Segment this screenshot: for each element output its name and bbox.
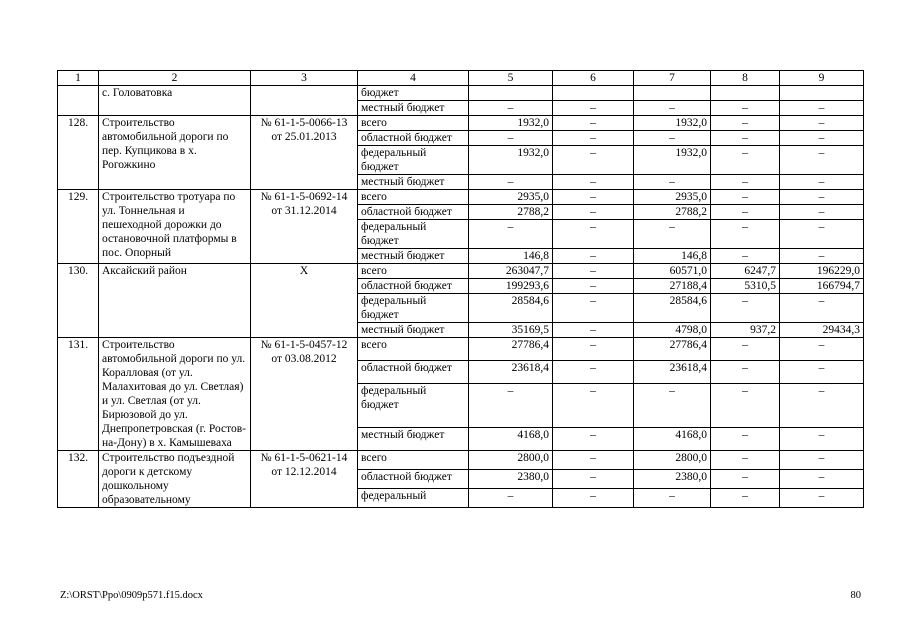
value-cell-col7: – — [634, 175, 711, 190]
funding-source: всего — [358, 451, 469, 470]
value-cell-col9: – — [780, 489, 864, 508]
item-number: 132. — [58, 451, 99, 508]
table-body — [58, 86, 864, 508]
item-document: № 61-1-5-0457-12 от 03.08.2012 — [251, 338, 358, 451]
value-cell-col8 — [711, 86, 780, 101]
value-cell-col9: – — [780, 338, 864, 361]
item-number: 130. — [58, 264, 99, 338]
value-cell-col7: 1932,0 — [634, 146, 711, 175]
funding-source: всего — [358, 338, 469, 361]
value-cell-col8: 5310,5 — [711, 279, 780, 294]
value-cell-col5: – — [469, 101, 553, 116]
value-cell-col5: – — [469, 220, 553, 249]
value-cell-col8: – — [711, 190, 780, 205]
value-cell-col6: – — [553, 470, 634, 489]
value-cell-col9: 196229,0 — [780, 264, 864, 279]
value-cell-col9: 29434,3 — [780, 323, 864, 338]
funding-source: областной бюджет — [358, 360, 469, 383]
value-cell-col7: 4168,0 — [634, 428, 711, 451]
funding-source: областной бюджет — [358, 205, 469, 220]
value-cell-col7: 23618,4 — [634, 360, 711, 383]
value-cell-col6: – — [553, 146, 634, 175]
value-cell-col7: 2380,0 — [634, 470, 711, 489]
value-cell-col6: – — [553, 360, 634, 383]
table-row — [58, 116, 864, 131]
funding-source: федеральный бюджет — [358, 220, 469, 249]
value-cell-col7: – — [634, 131, 711, 146]
value-cell-col5: 2800,0 — [469, 451, 553, 470]
funding-source: местный бюджет — [358, 249, 469, 264]
item-document: № 61-1-5-0621-14 от 12.12.2014 — [251, 451, 358, 508]
table-row — [58, 264, 864, 279]
table-row — [58, 86, 864, 101]
value-cell-col5: 199293,6 — [469, 279, 553, 294]
value-cell-col7: 27188,4 — [634, 279, 711, 294]
funding-source: областной бюджет — [358, 131, 469, 146]
value-cell-col9: – — [780, 146, 864, 175]
value-cell-col5: – — [469, 175, 553, 190]
funding-source: федеральный бюджет — [358, 146, 469, 175]
funding-source: местный бюджет — [358, 323, 469, 338]
value-cell-col9: – — [780, 428, 864, 451]
value-cell-col6: – — [553, 131, 634, 146]
value-cell-col7: – — [634, 383, 711, 427]
value-cell-col8: 6247,7 — [711, 264, 780, 279]
value-cell-col7: – — [634, 101, 711, 116]
item-document — [251, 86, 358, 116]
value-cell-col5: 2380,0 — [469, 470, 553, 489]
value-cell-col5: 27786,4 — [469, 338, 553, 361]
header-cell: 4 — [358, 71, 469, 86]
item-number: 128. — [58, 116, 99, 190]
header-cell: 6 — [553, 71, 634, 86]
value-cell-col6: – — [553, 220, 634, 249]
value-cell-col8: – — [711, 101, 780, 116]
value-cell-col5: 2788,2 — [469, 205, 553, 220]
value-cell-col9: – — [780, 190, 864, 205]
item-name: Строительство автомобильной дороги по ул. Коралловая (от ул. Малахитовая до ул. Светлая) и ул. Светлая (от ул. Бирюзовой до ул. Днепропетровская (г. Ростов-на-Дону) в х. Камышеваха — [99, 338, 251, 451]
item-document: № 61-1-5-0066-13 от 25.01.2013 — [251, 116, 358, 190]
footer-file-path: Z:\ORST\Ppo\0909p571.f15.docx — [60, 590, 203, 601]
value-cell-col6: – — [553, 190, 634, 205]
value-cell-col8: – — [711, 220, 780, 249]
header-cell: 2 — [99, 71, 251, 86]
value-cell-col6: – — [553, 249, 634, 264]
value-cell-col5: 28584,6 — [469, 294, 553, 323]
header-cell: 9 — [780, 71, 864, 86]
value-cell-col5: 2935,0 — [469, 190, 553, 205]
value-cell-col6: – — [553, 116, 634, 131]
value-cell-col9: – — [780, 205, 864, 220]
value-cell-col9: – — [780, 360, 864, 383]
value-cell-col9 — [780, 86, 864, 101]
value-cell-col9: – — [780, 116, 864, 131]
header-cell: 7 — [634, 71, 711, 86]
value-cell-col5: – — [469, 131, 553, 146]
value-cell-col6: – — [553, 323, 634, 338]
value-cell-col9: – — [780, 383, 864, 427]
header-cell: 1 — [58, 71, 99, 86]
value-cell-col7: 28584,6 — [634, 294, 711, 323]
value-cell-col9: – — [780, 294, 864, 323]
value-cell-col8: – — [711, 146, 780, 175]
value-cell-col6: – — [553, 264, 634, 279]
value-cell-col5: 1932,0 — [469, 116, 553, 131]
value-cell-col6: – — [553, 383, 634, 427]
value-cell-col9: 166794,7 — [780, 279, 864, 294]
value-cell-col5: – — [469, 383, 553, 427]
value-cell-col6: – — [553, 428, 634, 451]
value-cell-col8: – — [711, 383, 780, 427]
table-row — [58, 338, 864, 361]
value-cell-col8: 937,2 — [711, 323, 780, 338]
table-row — [58, 190, 864, 205]
value-cell-col6 — [553, 86, 634, 101]
value-cell-col6: – — [553, 279, 634, 294]
funding-source: областной бюджет — [358, 470, 469, 489]
funding-source: всего — [358, 264, 469, 279]
funding-source: областной бюджет — [358, 279, 469, 294]
value-cell-col9: – — [780, 131, 864, 146]
value-cell-col8: – — [711, 294, 780, 323]
header-cell: 5 — [469, 71, 553, 86]
funding-source: федеральный бюджет — [358, 383, 469, 427]
value-cell-col7 — [634, 86, 711, 101]
value-cell-col8: – — [711, 116, 780, 131]
value-cell-col8: – — [711, 360, 780, 383]
item-number — [58, 86, 99, 116]
value-cell-col5: 146,8 — [469, 249, 553, 264]
value-cell-col7: 27786,4 — [634, 338, 711, 361]
value-cell-col9: – — [780, 175, 864, 190]
value-cell-col7: – — [634, 489, 711, 508]
funding-source: местный бюджет — [358, 101, 469, 116]
item-name: Строительство тротуара по ул. Тоннельная и пешеходной дорожки до остановочной платформы в пос. Опорный — [99, 190, 251, 264]
item-number: 131. — [58, 338, 99, 451]
value-cell-col6: – — [553, 451, 634, 470]
header-row — [58, 71, 864, 86]
item-document: X — [251, 264, 358, 338]
value-cell-col6: – — [553, 489, 634, 508]
value-cell-col5 — [469, 86, 553, 101]
funding-source: всего — [358, 190, 469, 205]
value-cell-col8: – — [711, 175, 780, 190]
header-cell: 8 — [711, 71, 780, 86]
value-cell-col6: – — [553, 205, 634, 220]
value-cell-col9: – — [780, 451, 864, 470]
value-cell-col9: – — [780, 249, 864, 264]
value-cell-col7: 146,8 — [634, 249, 711, 264]
funding-source: федеральный — [358, 489, 469, 508]
page-number: 80 — [850, 590, 861, 601]
value-cell-col5: 4168,0 — [469, 428, 553, 451]
value-cell-col9: – — [780, 220, 864, 249]
value-cell-col7: 60571,0 — [634, 264, 711, 279]
funding-source: местный бюджет — [358, 428, 469, 451]
item-name: Строительство подъездной дороги к детскому дошкольному образовательному — [99, 451, 251, 508]
value-cell-col8: – — [711, 205, 780, 220]
value-cell-col8: – — [711, 451, 780, 470]
value-cell-col7: 2788,2 — [634, 205, 711, 220]
value-cell-col8: – — [711, 470, 780, 489]
value-cell-col6: – — [553, 338, 634, 361]
value-cell-col8: – — [711, 428, 780, 451]
value-cell-col6: – — [553, 101, 634, 116]
item-name: Строительство автомобильной дороги по пер. Купцикова в х. Рогожкино — [99, 116, 251, 190]
budget-table — [57, 70, 864, 508]
value-cell-col7: 1932,0 — [634, 116, 711, 131]
value-cell-col7: 2800,0 — [634, 451, 711, 470]
funding-source: местный бюджет — [358, 175, 469, 190]
value-cell-col5: 35169,5 — [469, 323, 553, 338]
value-cell-col5: – — [469, 489, 553, 508]
item-document: № 61-1-5-0692-14 от 31.12.2014 — [251, 190, 358, 264]
funding-source: всего — [358, 116, 469, 131]
value-cell-col7: 4798,0 — [634, 323, 711, 338]
item-number: 129. — [58, 190, 99, 264]
value-cell-col8: – — [711, 131, 780, 146]
value-cell-col6: – — [553, 175, 634, 190]
table-row — [58, 451, 864, 470]
value-cell-col9: – — [780, 101, 864, 116]
value-cell-col5: 23618,4 — [469, 360, 553, 383]
funding-source: бюджет — [358, 86, 469, 101]
value-cell-col7: – — [634, 220, 711, 249]
value-cell-col8: – — [711, 489, 780, 508]
value-cell-col6: – — [553, 294, 634, 323]
value-cell-col9: – — [780, 470, 864, 489]
item-name: с. Головатовка — [99, 86, 251, 116]
value-cell-col5: 1932,0 — [469, 146, 553, 175]
value-cell-col7: 2935,0 — [634, 190, 711, 205]
header-cell: 3 — [251, 71, 358, 86]
value-cell-col8: – — [711, 249, 780, 264]
item-name: Аксайский район — [99, 264, 251, 338]
value-cell-col8: – — [711, 338, 780, 361]
funding-source: федеральный бюджет — [358, 294, 469, 323]
value-cell-col5: 263047,7 — [469, 264, 553, 279]
